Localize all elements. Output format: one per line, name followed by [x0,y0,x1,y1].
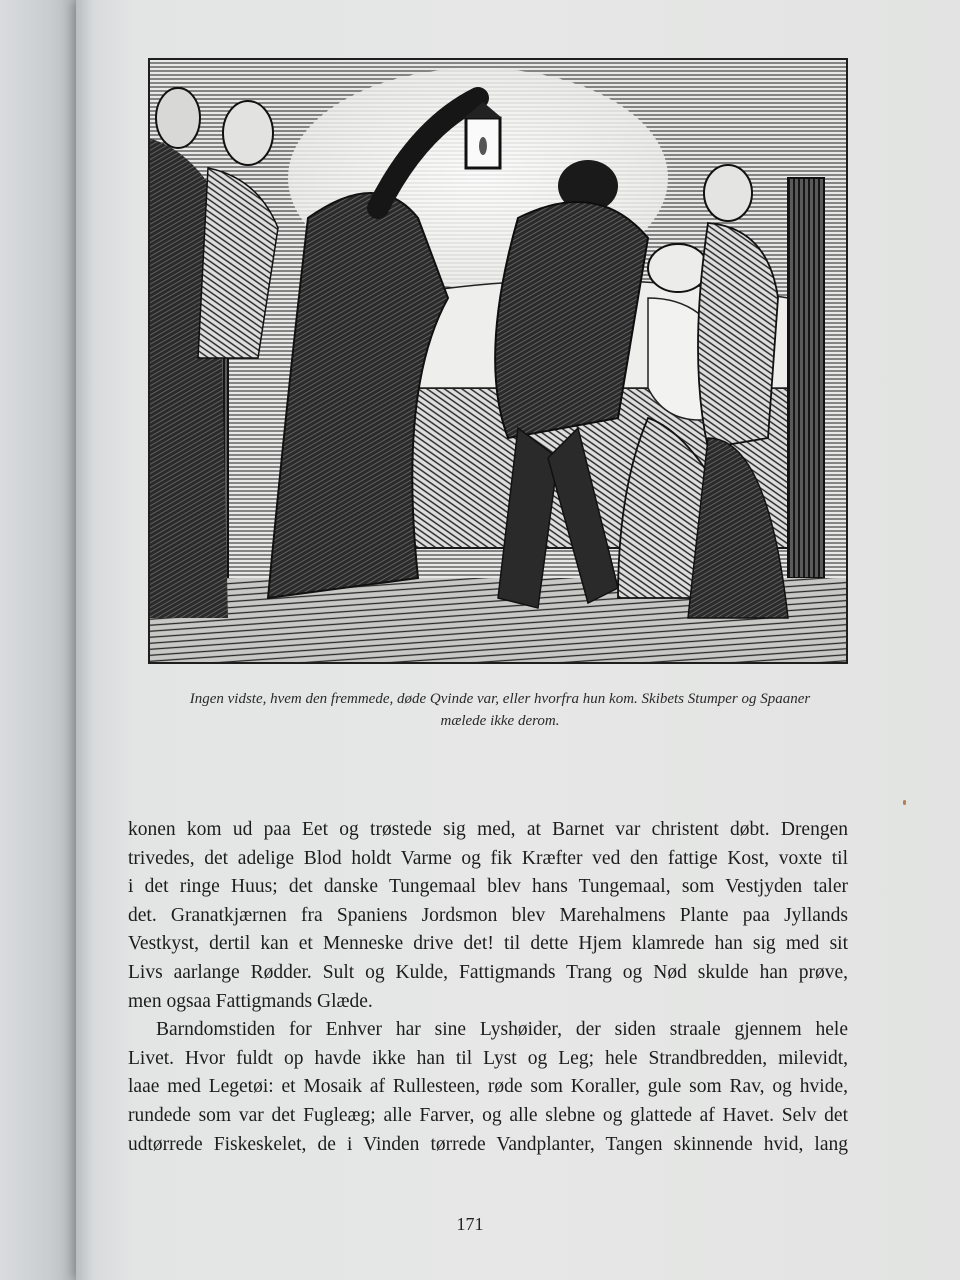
text-line: Vestkyst, dertil kan et Menneske drive det! til dette Hjem klamrede han sig med sit [128,933,848,955]
text-line: i det ringe Huus; det danske Tungemaal blev hans Tungemaal, som Vestjyden taler [128,876,848,898]
onlooker-woman-head [223,101,273,165]
engraving-svg [148,58,848,664]
illustration-caption [130,688,870,732]
text-line: rundede som var det Fugleæg; alle Farver, og alle slebne og glattede af Havet. Selv det [128,1104,848,1126]
text-line: konen kom ud paa Eet og trøstede sig med, at Barnet var christent døbt. Drengen [128,819,848,840]
lantern-flame [479,137,487,155]
text-line: Livet. Hvor fuldt op havde ikke han til Lyst og Leg; hele Strandbredden, milevidt, [128,1047,848,1069]
adjacent-page-edge [0,0,82,1280]
body-text [128,816,848,1159]
paper-speck [903,800,906,805]
text-line: Livs aarlange Rødder. Sult og Kulde, Fattigmands Trang og Nød skulde han prøve, [128,961,848,983]
text-line: det. Granatkjærnen fra Spaniens Jordsmon blev Marehalmens Plante paa Jyllands [128,904,848,926]
text-line: men ogsaa Fattigmands Glæde. [128,990,373,1012]
caption-line-2: mælede ikke derom. [440,713,560,729]
text-line: udtørrede Fiskeskelet, de i Vinden tørrede Vandplanter, Tangen skinnende hvid, lang [128,1133,848,1155]
engraving-illustration [148,58,848,664]
onlooker-man-head [156,88,200,148]
text-line: Barndomstiden for Enhver har sine Lyshøider, der siden straale gjennem hele [156,1019,848,1041]
caption-line-1: Ingen vidste, hvem den fremmede, døde Qvinde var, eller hvorfra hun kom. Skibets Stumper og Spaaner [189,691,811,707]
right-woman-head [704,165,752,221]
text-line: laae med Legetøi: et Mosaik af Rullesteen, røde som Koraller, gule som Rav, og hvide, [128,1076,848,1098]
dead-woman-head [648,244,708,292]
bed-post-right [788,178,824,578]
page-number: 171 [456,1214,484,1234]
text-line: trivedes, det adelige Blod holdt Varme og fik Kræfter ved den fattige Kost, voxte til [128,847,848,869]
